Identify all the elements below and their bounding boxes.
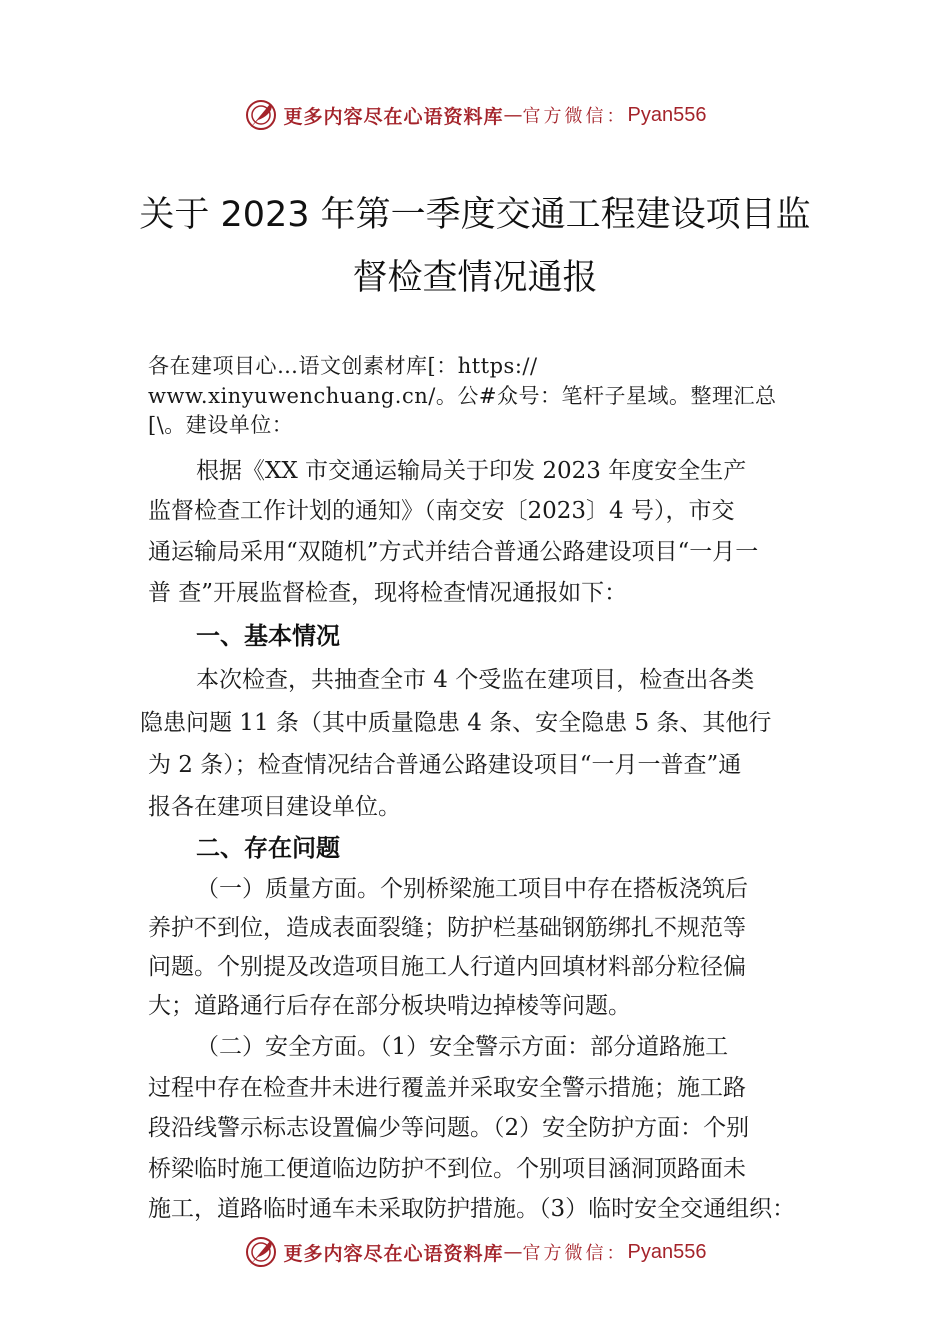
section1-line: 本次检查，共抽查全市 4 个受监在建项目，检查出各类 xyxy=(196,667,755,693)
watermark-label: 官方微信： xyxy=(522,1243,628,1264)
intro-line: 监督检查工作计划的通知》（南交安〔2023〕4 号），市交 xyxy=(148,498,735,524)
section1-line: 为 2 条）；检查情况结合普通公路建设项目“一月一普查”通 xyxy=(148,752,742,778)
watermark-main-text: 更多内容尽在心语资料库 xyxy=(283,105,504,128)
salutation-line: 各在建项目心…语文创素材库[：https:// xyxy=(148,354,538,378)
salutation-line: www.xinyuwenchuang.cn/。公#众号：笔杆子星域。整理汇总 xyxy=(148,384,777,408)
salutation-line: [\。建设单位： xyxy=(148,413,294,437)
quality-line: 大；道路通行后存在部分板块啃边掉棱等问题。 xyxy=(148,993,631,1019)
watermark-wechat-id: Pyan556 xyxy=(627,103,707,126)
intro-line: 普 查”开展监督检查，现将检查情况通报如下： xyxy=(148,580,628,606)
watermark-label: 官方微信： xyxy=(522,106,628,127)
feather-logo-icon xyxy=(244,98,278,132)
document-title-line-2: 督检查情况通报 xyxy=(352,258,598,298)
safety-line: 过程中存在检查井未进行覆盖并采取安全警示措施；施工路 xyxy=(148,1075,746,1101)
document-title-line-1: 关于 2023 年第一季度交通工程建设项目监 xyxy=(139,195,811,235)
safety-line: 施工，道路临时通车未采取防护措施。（3）临时安全交通组织： xyxy=(148,1196,796,1222)
intro-line: 根据《XX 市交通运输局关于印发 2023 年度安全生产 xyxy=(196,458,747,484)
section-heading-basic: 一、基本情况 xyxy=(196,622,340,650)
watermark-separator: — xyxy=(503,104,523,126)
watermark-banner-bottom xyxy=(0,1232,950,1272)
safety-line: 桥梁临时施工便道临边防护不到位。个别项目涵洞顶路面未 xyxy=(148,1156,746,1182)
watermark-wechat-id: Pyan556 xyxy=(627,1240,707,1263)
quality-line: 问题。个别提及改造项目施工人行道内回填材料部分粒径偏 xyxy=(148,954,746,980)
watermark-main-text: 更多内容尽在心语资料库 xyxy=(283,1242,504,1265)
feather-logo-icon xyxy=(244,1235,278,1269)
watermark-separator: — xyxy=(503,1241,523,1263)
quality-line: 养护不到位，造成表面裂缝；防护栏基础钢筋绑扎不规范等 xyxy=(148,915,746,941)
intro-line: 通运输局采用“双随机”方式并结合普通公路建设项目“一月一 xyxy=(148,539,759,565)
quality-line: （一）质量方面。个别桥梁施工项目中存在搭板浇筑后 xyxy=(196,876,748,902)
section1-line: 隐患问题 11 条（其中质量隐患 4 条、安全隐患 5 条、其他行 xyxy=(140,710,772,736)
safety-line: 段沿线警示标志设置偏少等问题。（2）安全防护方面：个别 xyxy=(148,1115,750,1141)
watermark-banner-top xyxy=(0,95,950,135)
section1-line: 报各在建项目建设单位。 xyxy=(148,794,401,820)
safety-line: （二）安全方面。（1）安全警示方面：部分道路施工 xyxy=(196,1034,729,1060)
section-heading-problems: 二、存在问题 xyxy=(196,834,340,862)
